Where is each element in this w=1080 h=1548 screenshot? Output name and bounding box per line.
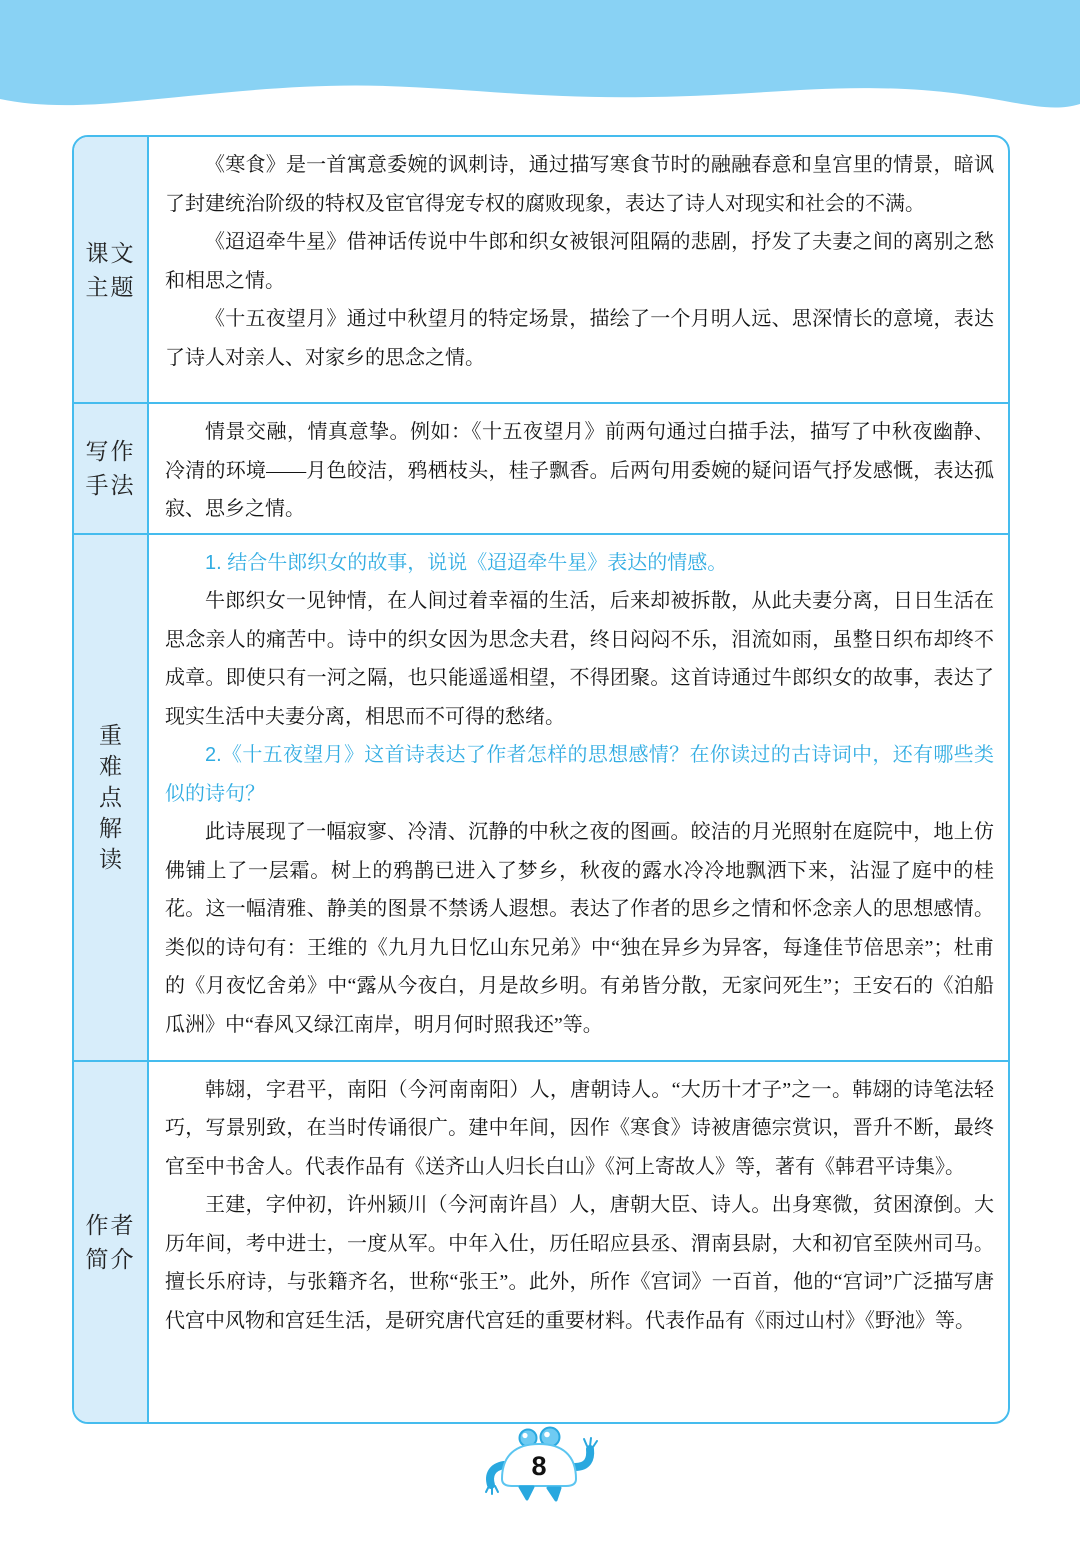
- study-table: [72, 135, 1010, 1424]
- label-line: 点: [99, 783, 122, 810]
- decorative-wave-banner: [0, 0, 1080, 125]
- question-2: 2.《十五夜望月》这首诗表达了作者怎样的思想感情？在你读过的古诗词中，还有哪些类似的诗句？: [165, 744, 994, 805]
- paragraph: 《寒食》是一首寓意委婉的讽刺诗，通过描写寒食节时的融融春意和皇宫里的情景，暗讽了封建统治阶级的特权及宦官得宠专权的腐败现象，表达了诗人对现实和社会的不满。: [165, 154, 994, 215]
- section-key-points: [74, 535, 1008, 1062]
- answer-1: 牛郎织女一见钟情，在人间过着幸福的生活，后来却被拆散，从此夫妻分离，日日生活在思念亲人的痛苦中。诗中的织女因为思念夫君，终日闷闷不乐，泪流如雨，虽整日织布却终不成章。即使只有一河之隔，也只能遥遥相望，不得团聚。这首诗通过牛郎织女的故事，表达了现实生活中夫妻分离，相思而不可得的愁绪。: [165, 590, 994, 728]
- section-content-author-intro: [149, 1062, 1008, 1422]
- page-number: 8: [531, 1451, 547, 1481]
- section-content-key-points: [149, 535, 1008, 1060]
- label-text: [86, 434, 136, 502]
- label-line: 简介: [85, 1245, 136, 1272]
- wave-shape: [0, 0, 1080, 125]
- label-line: 难: [99, 752, 122, 779]
- page-footer: [0, 1425, 1080, 1525]
- section-text-theme: [74, 137, 1008, 404]
- label-text: [86, 1208, 136, 1276]
- robot-feet-icon: [520, 1487, 560, 1500]
- section-label-author-intro: [74, 1062, 149, 1422]
- label-line: 主题: [85, 273, 136, 300]
- label-text: [99, 720, 122, 875]
- paragraph: 《十五夜望月》通过中秋望月的特定场景，描绘了一个月明人远、思深情长的意境，表达了诗人对亲人、对家乡的思念之情。: [165, 308, 994, 369]
- section-content-writing-technique: [149, 404, 1008, 533]
- question-1: 1. 结合牛郎织女的故事，说说《迢迢牵牛星》表达的情感。: [205, 551, 728, 574]
- label-line: 手法: [85, 472, 136, 499]
- label-line: 解: [99, 814, 122, 841]
- label-line: 课文: [85, 239, 136, 266]
- label-text: [86, 236, 136, 304]
- paragraph: 情景交融，情真意挚。例如：《十五夜望月》前两句通过白描手法，描写了中秋夜幽静、冷清的环境——月色皎洁，鸦栖枝头，桂子飘香。后两句用委婉的疑问语气抒发感慨，表达孤寂、思乡之情。: [165, 421, 994, 520]
- section-writing-technique: [74, 404, 1008, 535]
- label-line: 写作: [85, 438, 136, 465]
- label-line: 读: [99, 845, 122, 872]
- label-line: 重: [99, 721, 122, 748]
- label-line: 作者: [85, 1211, 136, 1238]
- section-content-text-theme: [149, 137, 1008, 402]
- section-label-text-theme: [74, 137, 149, 402]
- paragraph: 《迢迢牵牛星》借神话传说中牛郎和织女被银河阻隔的悲剧，抒发了夫妻之间的离别之愁和相思之情。: [165, 231, 994, 292]
- section-author-intro: [74, 1062, 1008, 1422]
- section-label-writing-technique: [74, 404, 149, 533]
- paragraph-author-hanhong: 韩翃，字君平，南阳（今河南南阳）人，唐朝诗人。“大历十才子”之一。韩翃的诗笔法轻巧，写景别致，在当时传诵很广。建中年间，因作《寒食》诗被唐德宗赏识，晋升不断，最终官至中书舍人。代表作品有《送齐山人归长白山》《河上寄故人》等，著有《韩君平诗集》。: [165, 1078, 994, 1178]
- paragraph-author-wangjian: 王建，字仲初，许州颍川（今河南许昌）人，唐朝大臣、诗人。出身寒微，贫困潦倒。大历年间，考中进士，一度从军。中年入仕，历任昭应县丞、渭南县尉，大和初官至陕州司马。擅长乐府诗，与张籍齐名，世称“张王”。此外，所作《宫词》一百首，他的“宫词”广泛描写唐代宫中风物和宫廷生活，是研究唐代宫廷的重要材料。代表作品有《雨过山村》《野池》等。: [165, 1194, 994, 1332]
- section-label-key-points: [74, 535, 149, 1060]
- answer-2: 此诗展现了一幅寂寥、冷清、沉静的中秋之夜的图画。皎洁的月光照射在庭院中，地上仿佛铺上了一层霜。树上的鸦鹊已进入了梦乡，秋夜的露水冷冷地飘洒下来，沾湿了庭中的桂花。这一幅清雅、静美的图景不禁诱人遐想。表达了作者的思乡之情和怀念亲人的思想感情。类似的诗句有：王维的《九月九日忆山东兄弟》中“独在异乡为异客，每逢佳节倍思亲”；杜甫的《月夜忆舍弟》中“露从今夜白，月是故乡明。有弟皆分散，无家问死生”；王安石的《泊船瓜洲》中“春风又绿江南岸，明月何时照我还”等。: [165, 821, 994, 1036]
- robot-mascot: [478, 1425, 602, 1511]
- robot-right-arm-icon: [575, 1438, 597, 1467]
